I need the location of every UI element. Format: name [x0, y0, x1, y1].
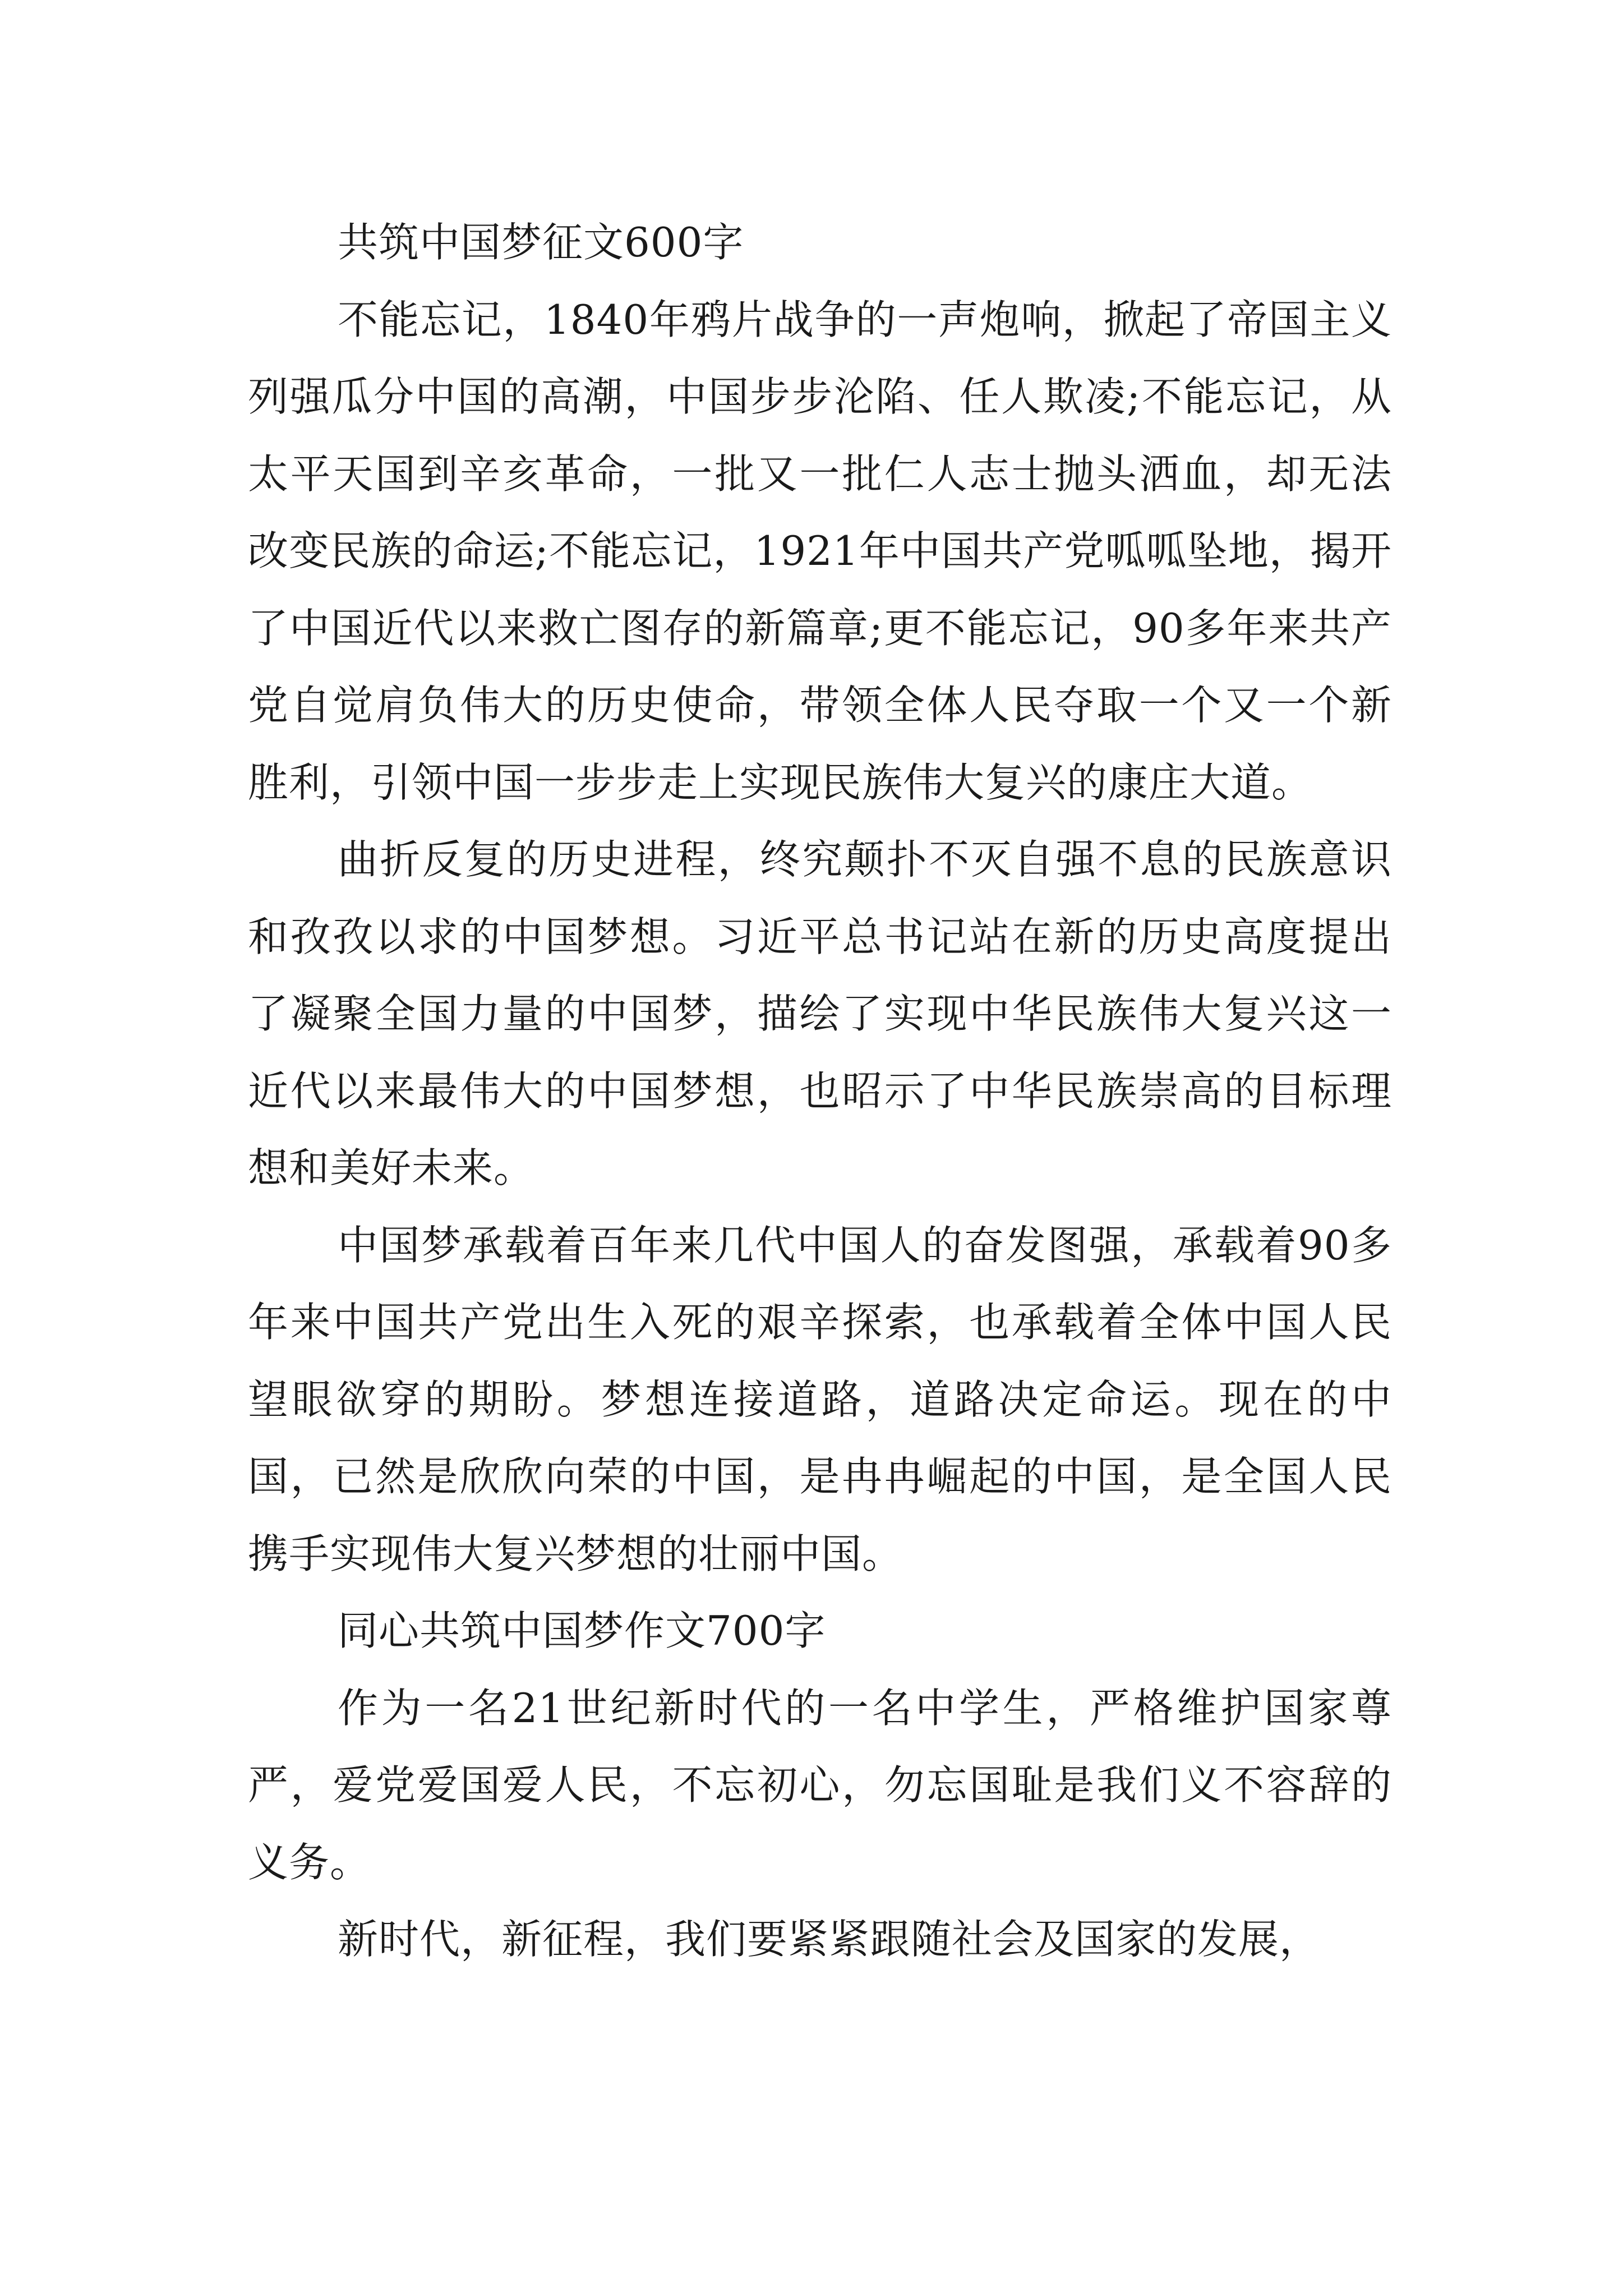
paragraph-4: 作为一名21世纪新时代的一名中学生，严格维护国家尊严，爱党爱国爱人民，不忘初心，勿忘国耻是我们义不容辞的义务。 — [248, 1684, 1392, 1886]
paragraph-1: 不能忘记，1840年鸦片战争的一声炮响，掀起了帝国主义列强瓜分中国的高潮，中国步步沦陷、任人欺凌;不能忘记，从太平天国到辛亥革命，一批又一批仁人志士抛头洒血，却无法改变民族的命运;不能忘记，1921年中国共产党呱呱坠地，揭开了中国近代以来救亡图存的新篇章;更不能忘记，90多年来共产党自觉肩负伟大的历史使命，带领全体人民夺取一个又一个新胜利，引领中国一步步走上实现民族伟大复兴的康庄大道。 — [248, 296, 1392, 806]
paragraph-5: 新时代，新征程，我们要紧紧跟随社会及国家的发展， — [338, 1916, 1321, 1963]
document-body — [248, 204, 1392, 1978]
essay-title-1: 共筑中国梦征文600字 — [338, 219, 744, 266]
essay-title-2: 同心共筑中国梦作文700字 — [338, 1607, 826, 1654]
paragraph-2: 曲折反复的历史进程，终究颠扑不灭自强不息的民族意识和孜孜以求的中国梦想。习近平总书记站在新的历史高度提出了凝聚全国力量的中国梦，描绘了实现中华民族伟大复兴这一近代以来最伟大的中国梦想，也昭示了中华民族崇高的目标理想和美好未来。 — [248, 836, 1392, 1191]
paragraph-3: 中国梦承载着百年来几代中国人的奋发图强，承载着90多年来中国共产党出生入死的艰辛探索，也承载着全体中国人民望眼欲穿的期盼。梦想连接道路，道路决定命运。现在的中国，已然是欣欣向荣的中国，是冉冉崛起的中国，是全国人民携手实现伟大复兴梦想的壮丽中国。 — [248, 1221, 1392, 1577]
